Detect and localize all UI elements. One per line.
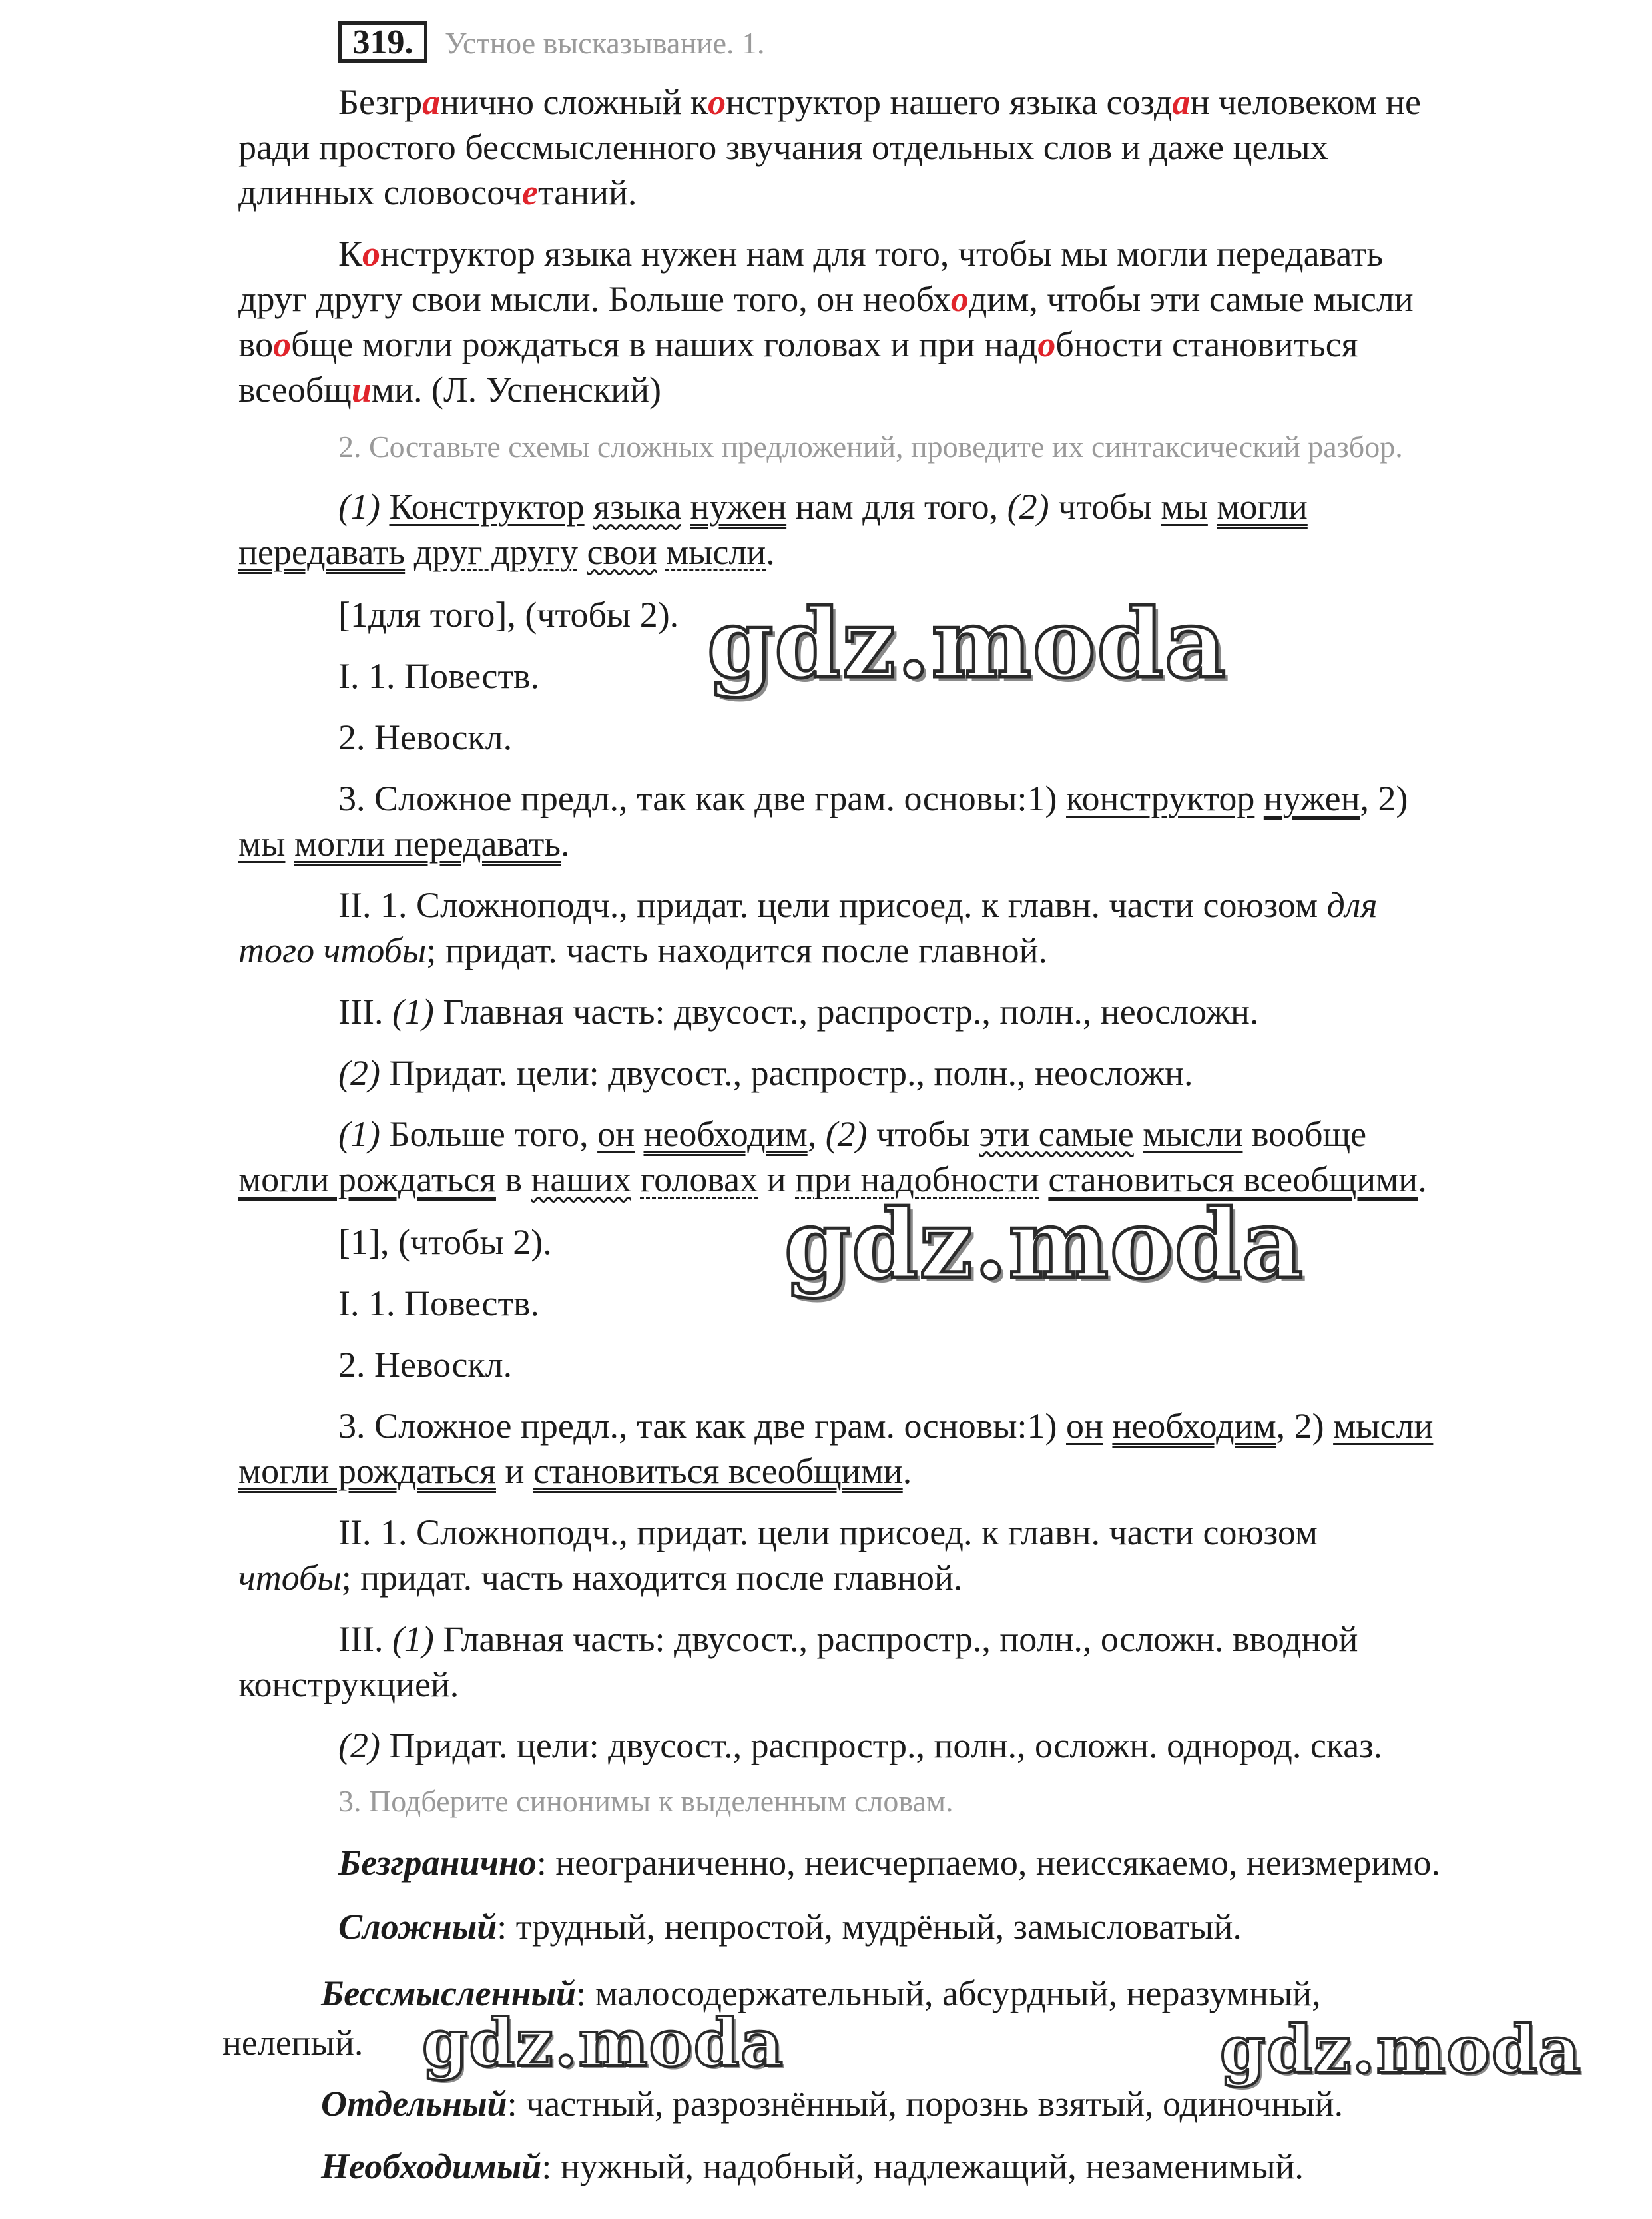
watermark-logo: gdz.moda (422, 2005, 784, 2082)
task-1-heading: Устное высказывание. 1. (445, 26, 765, 60)
task-3-heading: 3. Подберите синонимы к выделенным словам. (338, 1784, 954, 1818)
sentence-line: (1) Больше того, он необходим, (2) чтобы эти самые мысли вообще (338, 1114, 1367, 1154)
watermark-logo: gdz.moda (784, 1189, 1304, 1300)
analysis-line: (2) Придат. цели: двусост., распростр., полн., осложн. однород. сказ. (338, 1726, 1383, 1765)
sentence-scheme: [1для того], (чтобы 2). (338, 595, 679, 635)
analysis-line: 2. Невоскл. (338, 717, 513, 757)
text-line: вообще могли рождаться в наших головах и при надобности становиться (238, 324, 1358, 364)
exercise-number: 319. (338, 21, 427, 63)
analysis-line: II. 1. Сложноподч., придат. цели присоед. к главн. части союзом для (338, 885, 1378, 925)
sentence-line: (1) Конструктор языка нужен нам для того, (2) чтобы мы могли (338, 487, 1308, 527)
analysis-line: могли рождаться и становиться всеобщими. (238, 1451, 912, 1491)
analysis-line: того чтобы; придат. часть находится после главной. (238, 930, 1047, 970)
analysis-line: (2) Придат. цели: двусост., распростр., полн., неосложн. (338, 1053, 1193, 1093)
sentence-line: могли рождаться в наших головах и при надобности становиться всеобщими. (238, 1159, 1427, 1199)
synonym-line: нелепый. (222, 2023, 364, 2062)
sentence-line: передавать друг другу свои мысли. (238, 532, 775, 572)
text-line: ради простого бессмысленного звучания отдельных слов и даже целых (238, 127, 1328, 167)
synonym-line: Отдельный: частный, разрознённый, порознь взятый, одиночный. (321, 2084, 1344, 2124)
text-line: Безгранично сложный конструктор нашего языка создан человеком не (338, 82, 1421, 122)
synonym-line: Сложный: трудный, непростой, мудрёный, замысловатый. (338, 1907, 1242, 1947)
analysis-line: III. (1) Главная часть: двусост., распростр., полн., осложн. вводной (338, 1619, 1358, 1659)
text-line: всеобщими. (Л. Успенский) (238, 370, 662, 410)
analysis-line: конструкцией. (238, 1664, 459, 1704)
analysis-line: чтобы; придат. часть находится после главной. (238, 1558, 963, 1598)
analysis-line: III. (1) Главная часть: двусост., распростр., полн., неосложн. (338, 992, 1259, 1032)
analysis-line: 3. Сложное предл., так как две грам. основы:1) конструктор нужен, 2) (338, 779, 1408, 818)
synonym-line: Безгранично: неограниченно, неисчерпаемо, неиссякаемо, неизмеримо. (338, 1843, 1440, 1883)
analysis-line: I. 1. Повеств. (338, 1283, 540, 1323)
analysis-line: I. 1. Повеств. (338, 656, 540, 696)
text-line: длинных словосочетаний. (238, 172, 637, 212)
watermark-logo: gdz.moda (1220, 2012, 1582, 2088)
synonym-line: Бессмысленный: малосодержательный, абсурдный, неразумный, (321, 1973, 1321, 2013)
analysis-line: 2. Невоскл. (338, 1345, 513, 1385)
analysis-line: мы могли передавать. (238, 824, 570, 864)
text-line: друг другу свои мысли. Больше того, он необходим, чтобы эти самые мысли (238, 279, 1414, 319)
analysis-line: 3. Сложное предл., так как две грам. основы:1) он необходим, 2) мысли (338, 1406, 1434, 1446)
sentence-scheme: [1], (чтобы 2). (338, 1222, 552, 1262)
text-line: Конструктор языка нужен нам для того, чтобы мы могли передавать (338, 234, 1384, 274)
synonym-line: Необходимый: нужный, надобный, надлежащий, незаменимый. (321, 2146, 1304, 2186)
watermark-logo: gdz.moda (707, 589, 1227, 699)
analysis-line: II. 1. Сложноподч., придат. цели присоед. к главн. части союзом (338, 1512, 1318, 1552)
task-2-heading: 2. Составьте схемы сложных предложений, проведите их синтаксический разбор. (338, 430, 1403, 464)
